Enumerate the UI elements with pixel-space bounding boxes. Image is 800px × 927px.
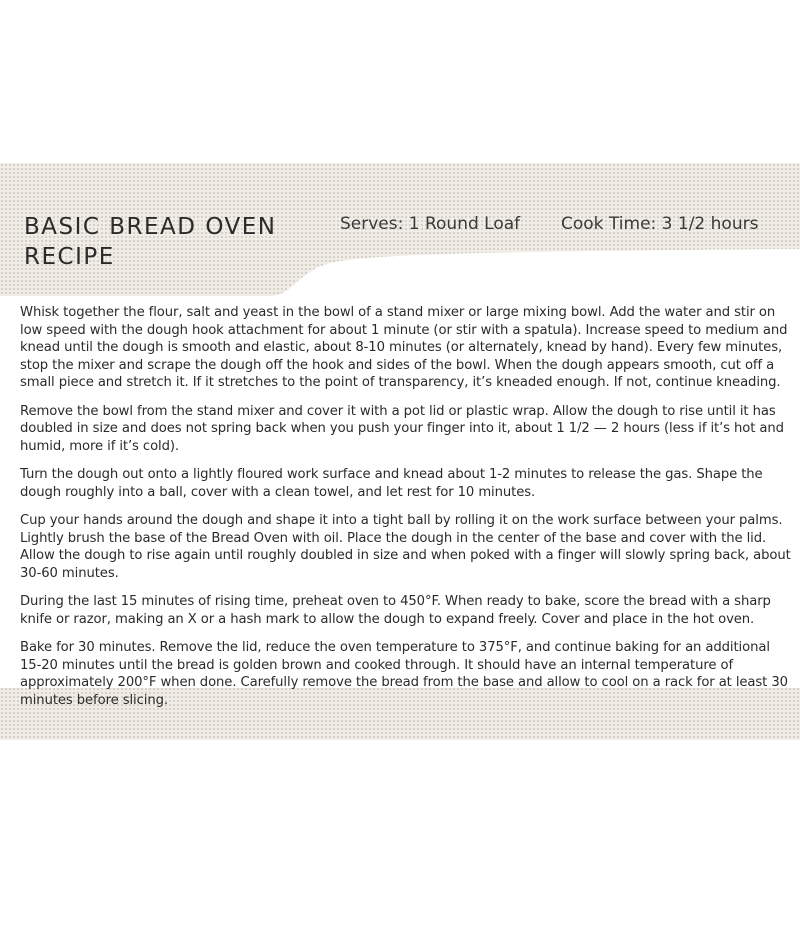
servings-label: Serves: 1 Round Loaf: [340, 214, 521, 234]
header-curve-divider: [0, 243, 800, 299]
recipe-step: Cup your hands around the dough and shape it into a tight ball by rolling it on the work surface between your palms. Lightly brush the base of the Bread Oven with oil. Place the dough in the center of the base and cover with the lid. Allow the dough to rise again until roughly doubled in size and when poked with a finger will slowly spring back, about 30-60 minutes.: [20, 513, 791, 581]
recipe-steps: [20, 304, 792, 720]
recipe-step: During the last 15 minutes of rising time, preheat oven to 450°F. When ready to bake, score the bread with a sharp knife or razor, making an X or a hash mark to allow the dough to expand freely. Cover and place in the hot oven.: [20, 594, 771, 627]
recipe-step: Turn the dough out onto a lightly floured work surface and knead about 1-2 minutes to release the gas. Shape the dough roughly into a ball, cover with a clean towel, and let rest for 10 minutes.: [20, 467, 763, 500]
cook-time-label: Cook Time: 3 1/2 hours: [561, 214, 759, 234]
recipe-step: Remove the bowl from the stand mixer and cover it with a pot lid or plastic wrap. Allow the dough to rise until it has doubled in size and does not spring back when you push your finger into it, about 1 1/2 — 2 hours (less if it’s hot and humid, more if it’s cold).: [20, 403, 784, 454]
recipe-card: [0, 163, 800, 740]
recipe-step: Bake for 30 minutes. Remove the lid, reduce the oven temperature to 375°F, and continue baking for an additional 15-20 minutes until the bread is golden brown and cooked through. It should have an internal temperature of approximately 200°F when done. Carefully remove the bread from the base and allow to cool on a rack for at least 30 minutes before slicing.: [20, 640, 788, 708]
recipe-title: BASIC BREAD OVEN RECIPE: [24, 214, 277, 270]
recipe-step: Whisk together the flour, salt and yeast in the bowl of a stand mixer or large mixing bowl. Add the water and stir on low speed with the dough hook attachment for about 1 minute (or stir with a spatula). Increase speed to medium and knead until the dough is smooth and elastic, about 8-10 minutes (or alternately, knead by hand). Every few minutes, stop the mixer and scrape the dough off the hook and sides of the bowl. When the dough appears smooth, cut off a small piece and stretch it. If it stretches to the point of transparency, it’s kneaded enough. If not, continue kneading.: [20, 305, 788, 390]
recipe-body: [0, 296, 800, 708]
